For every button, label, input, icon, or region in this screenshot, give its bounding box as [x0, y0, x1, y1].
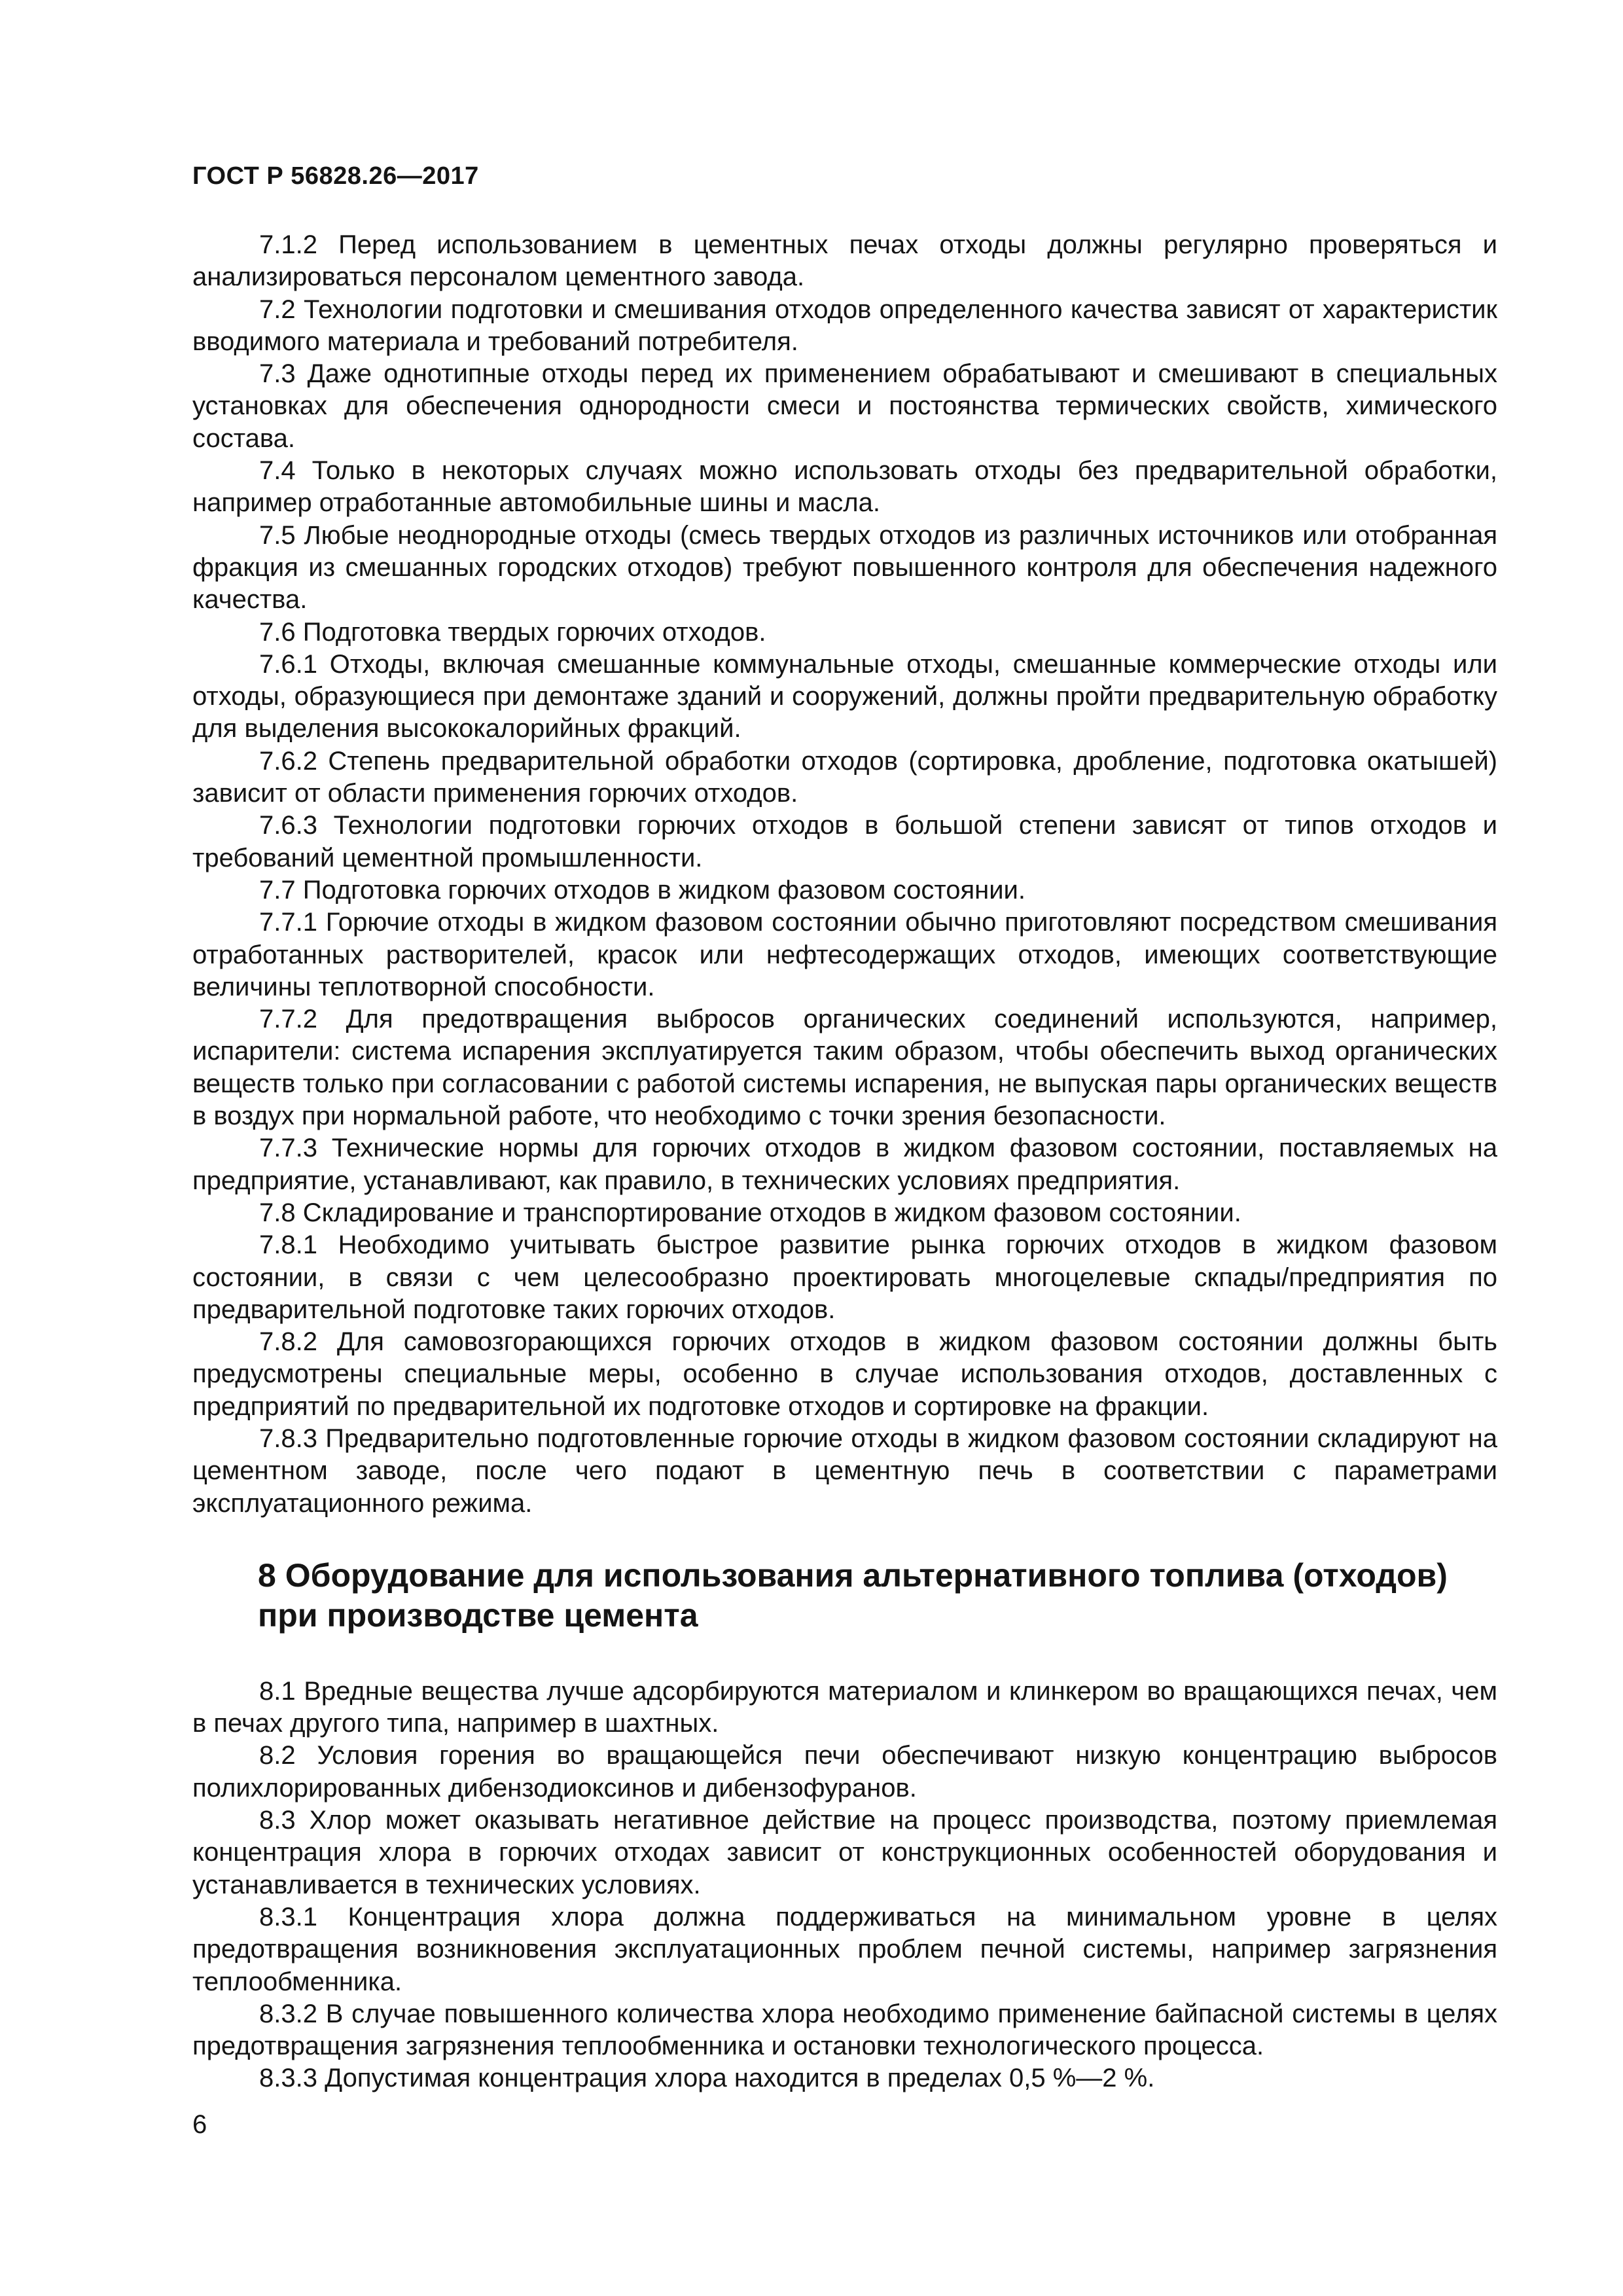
paragraph-7-6-1: 7.6.1 Отходы, включая смешанные коммунальные отходы, смешанные коммерческие отходы или отходы, образующиеся при демонтаже зданий и сооружений, должны пройти предварительную обработку для выделения высококалорийных фракций.: [192, 649, 1497, 744]
paragraph-7-8: 7.8 Складирование и транспортирование отходов в жидком фазовом состоянии.: [259, 1198, 1241, 1227]
paragraph-8-1: 8.1 Вредные вещества лучше адсорбируются материалом и клинкером во вращающихся печах, чем в печах другого типа, например в шахтных.: [192, 1676, 1497, 1738]
paragraph-8-3-3: 8.3.3 Допустимая концентрация хлора находится в пределах 0,5 %—2 %.: [259, 2064, 1155, 2093]
paragraph-7-6: 7.6 Подготовка твердых горючих отходов.: [259, 617, 766, 647]
paragraph-7-6-2: 7.6.2 Степень предварительной обработки отходов (сортировка, дробление, подготовка окатышей) зависит от области применения горючих отходов.: [192, 746, 1497, 808]
paragraph-7-7: 7.7 Подготовка горючих отходов в жидком фазовом состоянии.: [259, 875, 1026, 905]
paragraph-7-2: 7.2 Технологии подготовки и смешивания отходов определенного качества зависят от характеристик вводимого материала и требований потребителя.: [192, 295, 1497, 356]
paragraph-7-5: 7.5 Любые неоднородные отходы (смесь твердых отходов из различных источников или отобранная фракция из смешанных городских отходов) требуют повышенного контроля для обеспечения надежного качества.: [192, 520, 1497, 615]
paragraph-8-2: 8.2 Условия горения во вращающейся печи обеспечивают низкую концентрацию выбросов полихлорированных дибензодиоксинов и дибензофуранов.: [192, 1741, 1497, 1803]
paragraph-7-4: 7.4 Только в некоторых случаях можно использовать отходы без предварительной обработки, например отработанные автомобильные шины и масла.: [192, 456, 1497, 518]
paragraph-7-7-3: 7.7.3 Технические нормы для горючих отходов в жидком фазовом состоянии, поставляемых на предприятие, устанавливают, как правило, в технических условиях предприятия.: [192, 1134, 1497, 1195]
paragraph-7-6-3: 7.6.3 Технологии подготовки горючих отходов в большой степени зависят от типов отходов и требований цементной промышленности.: [192, 811, 1497, 872]
paragraph-8-3: 8.3 Хлор может оказывать негативное действие на процесс производства, поэтому приемлемая концентрация хлора в горючих отходах зависит от конструкционных особенностей оборудования и устанавливается в технических условиях.: [192, 1806, 1497, 1899]
paragraph-8-3-2: 8.3.2 В случае повышенного количества хлора необходимо применение байпасной системы в целях предотвращения загрязнения теплообменника и остановки технологического процесса.: [192, 1999, 1497, 2061]
paragraph-7-8-2: 7.8.2 Для самовозгорающихся горючих отходов в жидком фазовом состоянии должны быть предусмотрены специальные меры, особенно в случае использования отходов, доставленных с предприятий по предварительной их подготовке отходов и сортировке на фракции.: [192, 1327, 1497, 1421]
section-8-heading: 8 Оборудование для использования альтернативного топлива (отходов) при производстве цемента: [258, 1556, 1448, 1634]
paragraph-7-1-2: 7.1.2 Перед использованием в цементных печах отходы должны регулярно проверяться и анализироваться персоналом цементного завода.: [192, 230, 1497, 292]
paragraph-7-3: 7.3 Даже однотипные отходы перед их применением обрабатывают и смешивают в специальных установках для обеспечения однородности смеси и постоянства термических свойств, химического состава.: [192, 359, 1497, 453]
page-number: 6: [192, 2110, 207, 2139]
paragraph-7-7-2: 7.7.2 Для предотвращения выбросов органических соединений используются, например, испарители: система испарения эксплуатируется таким образом, чтобы обеспечить выход органических веществ только при согласовании с работой системы испарения, не выпуская пары органических веществ в воздух при нормальной работе, что необходимо с точки зрения безопасности.: [192, 1005, 1497, 1131]
paragraph-7-7-1: 7.7.1 Горючие отходы в жидком фазовом состоянии обычно приготовляют посредством смешивания отработанных растворителей, красок или нефтесодержащих отходов, имеющих соответствующие величины теплотворной способности.: [192, 908, 1497, 1001]
body-text: [192, 229, 1497, 2095]
document-code-header: ГОСТ Р 56828.26—2017: [192, 162, 479, 190]
paragraph-7-8-3: 7.8.3 Предварительно подготовленные горючие отходы в жидком фазовом состоянии складируют на цементном заводе, после чего подают в цементную печь в соответствии с параметрами эксплуатационного режима.: [192, 1424, 1497, 1518]
paragraph-7-8-1: 7.8.1 Необходимо учитывать быстрое развитие рынка горючих отходов в жидком фазовом состоянии, в связи с чем целесообразно проектировать многоцелевые скпады/предприятия по предварительной подготовке таких горючих отходов.: [192, 1230, 1497, 1324]
paragraph-8-3-1: 8.3.1 Концентрация хлора должна поддерживаться на минимальном уровне в целях предотвращения возникновения эксплуатационных проблем печной системы, например загрязнения теплообменника.: [192, 1902, 1497, 1996]
